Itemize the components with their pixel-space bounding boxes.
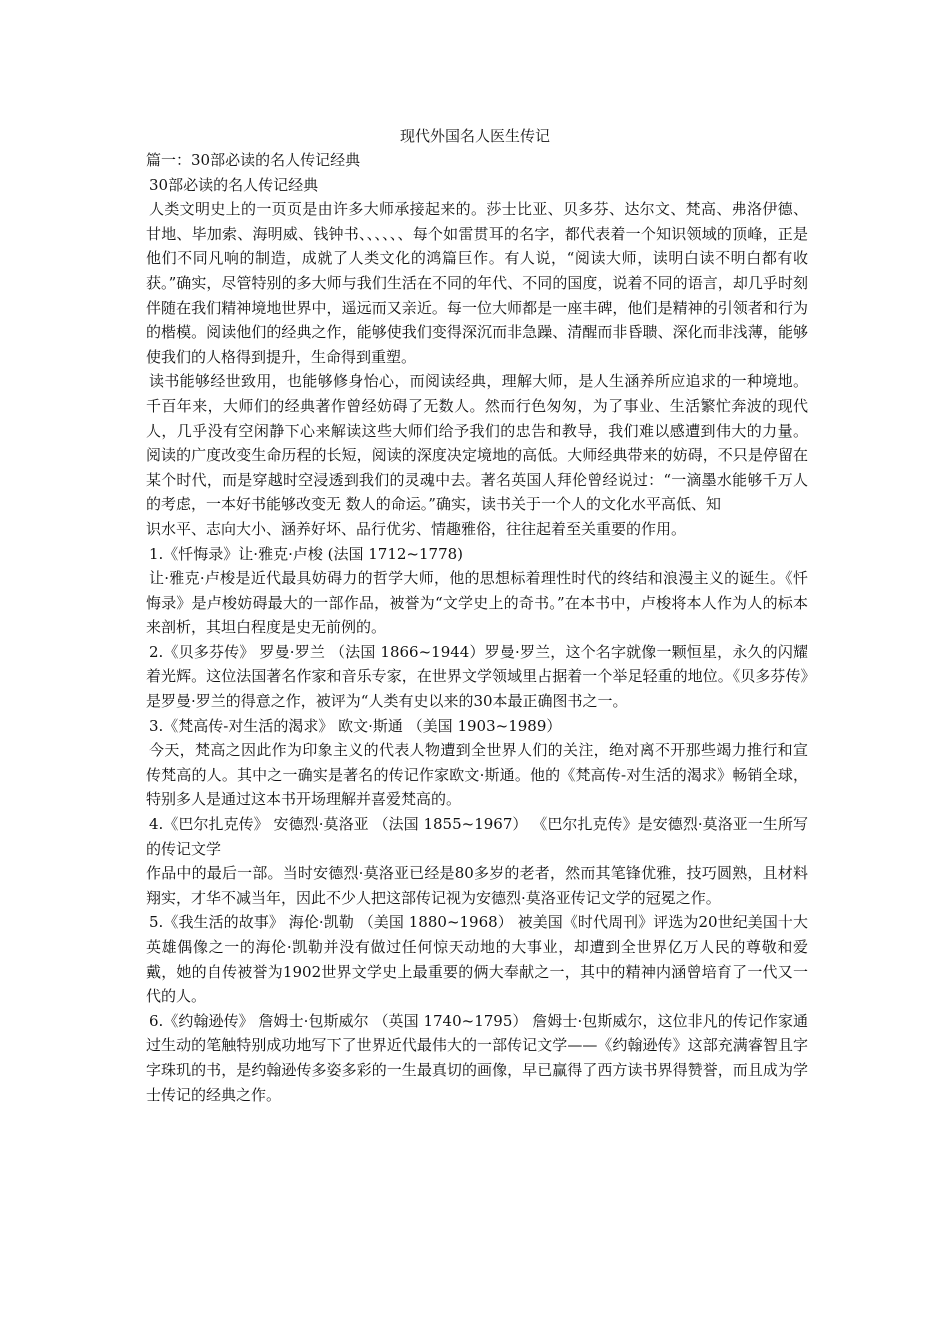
- body-paragraph: 读书能够经世致用，也能够修身怡心，而阅读经典，理解大师，是人生涵养所应追求的一种境地。千百年来，大师们的经典著作曾经妨碍了无数人。然而行色匆匆，为了事业、生活繁忙奔波的现代人，几乎没有空闲静下心来解读这些大师们给予我们的忠告和教导，我们难以感遭到伟大的力量。 阅读的广度改变生命历程的长短，阅读的深度决定境地的高低。大师经典带来的妨碍，不只是停留在某个时代，而是穿越时空浸透到我们的灵魂中去。著名英国人拜伦曾经说过：“一滴墨水能够千万人的考虑，一本好书能够改变无 数人的命运。”确实，读书关于一个人的文化水平高低、知: [146, 372, 808, 514]
- book-entry-heading: 1.《忏悔录》让·雅克·卢梭 (法国 1712~1778): [149, 544, 464, 563]
- body-paragraph: 人类文明史上的一页页是由许多大师承接起来的。莎士比亚、贝多芬、达尔文、梵高、弗洛伊德、甘地、毕加索、海明威、钱钟书、、、、、、每个如雷贯耳的名字，都代表着一个知识领域的顶峰，正是他们不同凡响的制造，成就了人类文化的鸿篇巨作。有人说，“阅读大师，读明白读不明白都有收获。”确实，尽管特别的多大师与我们生活在不同的年代、不同的国度，说着不同的语言，却几乎时刻伴随在我们精神境地世界中，遥远而又亲近。每一位大师都是一座丰碑，他们是精神的引领者和行为的楷模。阅读他们的经典之作，能够使我们变得深沉而非急躁、清醒而非昏聩、深化而非浅薄，能够使我们的人格得到提升，生命得到重塑。: [146, 200, 808, 366]
- body-paragraph: 今天，梵高之因此作为印象主义的代表人物遭到全世界人们的关注，绝对离不开那些竭力推行和宣传梵高的人。其中之一确实是著名的传记作家欧文·斯通。他的《梵高传-对生活的渴求》畅销全球，特别多人是通过这本书开场理解并喜爱梵高的。: [146, 741, 808, 809]
- subheading: 30部必读的名人传记经典: [149, 175, 319, 194]
- section-heading: 篇一：30部必读的名人传记经典: [146, 151, 361, 169]
- document-title: 现代外国名人医生传记: [399, 127, 550, 145]
- book-entry: 5.《我生活的故事》 海伦·凯勒 （美国 1880~1968） 被美国《时代周刊》评选为20世纪美国十大英雄偶像之一的海伦·凯勒并没有做过任何惊天动地的大事业，却遭到全世界亿万人民的尊敬和爱戴，她的自传被誉为1902世界文学史上最重要的俩大奉献之一，其中的精神内涵曾培育了一代又一代的人。: [146, 913, 808, 1006]
- body-paragraph: 识水平、志向大小、涵养好坏、品行优劣、情趣雅俗，往往起着至关重要的作用。: [146, 519, 687, 538]
- book-entry-heading: 3.《梵高传-对生活的渴求》 欧文·斯通 （美国 1903~1989）: [149, 716, 562, 735]
- body-paragraph: 让·雅克·卢梭是近代最具妨碍力的哲学大师，他的思想标着理性时代的终结和浪漫主义的诞生。《忏悔录》是卢梭妨碍最大的一部作品，被誉为“文学史上的奇书。”在本书中，卢梭将本人作为人的标本来剖析，其坦白程度是史无前例的。: [146, 569, 808, 637]
- book-entry: 6.《约翰逊传》 詹姆士·包斯威尔 （英国 1740~1795） 詹姆士·包斯威尔，这位非凡的传记作家通过生动的笔触特别成功地写下了世界近代最伟大的一部传记文学——《约翰逊传》这部充满睿智且字字珠玑的书，是约翰逊传多姿多彩的一生最真切的画像，早已赢得了西方读书界得赞誉，而且成为学士传记的经典之作。: [146, 1011, 808, 1104]
- document-body: [146, 148, 808, 1107]
- book-entry: 2.《贝多芬传》 罗曼·罗兰 （法国 1866~1944）罗曼·罗兰，这个名字就像一颗恒星，永久的闪耀着光辉。这位法国著名作家和音乐专家，在世界文学领域里占据着一个举足轻重的地位。《贝多芬传》是罗曼·罗兰的得意之作，被评为“人类有史以来的30本最正确图书之一。: [146, 642, 808, 711]
- body-paragraph: 作品中的最后一部。当时安德烈·莫洛亚已经是80多岁的老者，然而其笔锋优雅，技巧圆熟，且材料翔实，才华不减当年，因此不少人把这部传记视为安德烈·莫洛亚传记文学的冠冕之作。: [146, 864, 808, 907]
- book-entry: 4.《巴尔扎克传》 安德烈·莫洛亚 （法国 1855~1967） 《巴尔扎克传》是安德烈·莫洛亚一生所写的传记文学: [146, 815, 808, 858]
